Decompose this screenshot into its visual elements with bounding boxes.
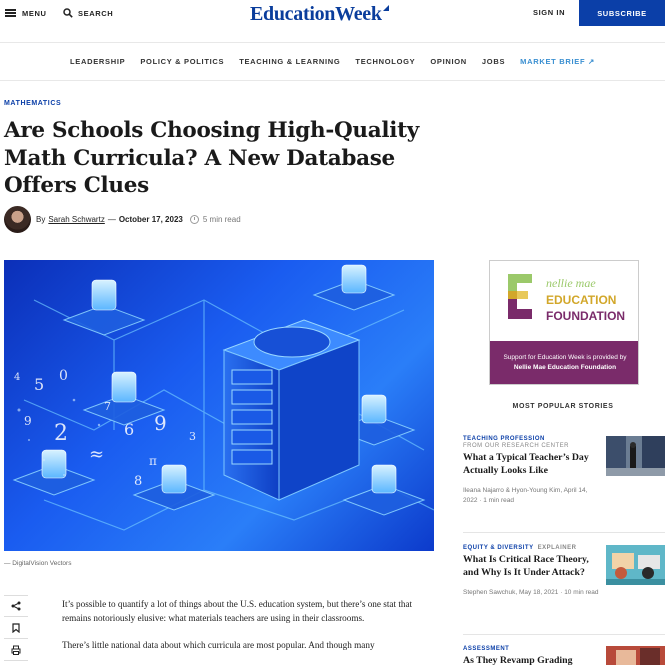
subscribe-button[interactable]: SUBSCRIBE [579, 0, 665, 26]
author-avatar [4, 206, 31, 233]
site-header [0, 0, 665, 40]
svg-text:≈: ≈ [89, 444, 105, 465]
share-icon [11, 601, 21, 611]
story-category[interactable]: ASSESSMENT [463, 646, 510, 652]
print-button[interactable] [4, 639, 28, 661]
hero-image [4, 260, 434, 551]
article-kicker[interactable]: MATHEMATICS [4, 100, 62, 107]
story-divider [463, 532, 665, 533]
svg-text:9: 9 [24, 414, 32, 428]
story-category[interactable]: EQUITY & DIVERSITY EXPLAINER [463, 545, 577, 551]
svg-text:4: 4 [14, 372, 21, 383]
story-sublabel: FROM OUR RESEARCH CENTER [463, 443, 570, 449]
byline-prefix: By [36, 214, 46, 224]
publish-date: October 17, 2023 [118, 214, 183, 224]
svg-text:3: 3 [189, 430, 196, 443]
story-thumbnail[interactable] [606, 545, 665, 585]
hamburger-icon [5, 9, 16, 17]
ad-support-name: Nellie Mae Education Foundation [513, 363, 617, 371]
server-network-illustration [4, 260, 434, 551]
svg-text:8: 8 [134, 474, 143, 489]
story-title[interactable]: As They Revamp Grading [463, 655, 573, 665]
print-icon [11, 645, 21, 655]
article-body [62, 597, 432, 665]
story-meta: Ileana Najarro & Hyon-Young Kim, April 14, 2022 · 1 min read [463, 487, 588, 504]
ad-support-line: Support for Education Week is provided by [503, 353, 627, 361]
menu-button[interactable] [5, 7, 46, 19]
story-category[interactable]: TEACHING PROFESSION [463, 436, 545, 442]
popular-story[interactable] [463, 545, 665, 598]
story-thumbnail[interactable] [606, 646, 665, 665]
svg-text:π: π [149, 454, 157, 468]
popular-stories-heading: MOST POPULAR STORIES [512, 403, 614, 410]
article-paragraph: There’s little national data about which curricula are most popular. And though many [62, 640, 375, 650]
svg-text:6: 6 [124, 420, 135, 439]
ad-nellie-mae: nellie mae [546, 276, 596, 290]
ad-support-band [490, 341, 639, 384]
story-divider [463, 634, 665, 635]
svg-text:0: 0 [59, 368, 68, 384]
nav-item-opinion[interactable]: OPINION [430, 57, 467, 66]
article-headline: Are Schools Choosing High-Quality Math Curricula? A New Database Offers Clues [4, 118, 419, 198]
popular-story[interactable] [463, 646, 665, 665]
nav-item-policy-politics[interactable]: POLICY & POLITICS [140, 57, 225, 66]
ad-education: EDUCATION [546, 293, 617, 307]
nav-item-leadership[interactable]: LEADERSHIP [70, 57, 126, 66]
story-title[interactable]: What Is Critical Race Theory, and Why Is It Under Attack? [463, 554, 589, 578]
svg-text:9: 9 [154, 411, 167, 435]
menu-label: MENU [22, 8, 47, 18]
story-thumbnail[interactable] [606, 436, 665, 476]
svg-text:7: 7 [104, 400, 111, 413]
nav-item-jobs[interactable]: JOBS [481, 57, 506, 66]
story-sublabel: EXPLAINER [537, 545, 577, 551]
main-nav [0, 42, 665, 81]
story-meta: Stephen Sawchuk, May 18, 2021 · 10 min read [463, 589, 599, 596]
byline-dash: — [107, 214, 116, 224]
read-time: 5 min read [202, 214, 241, 224]
share-bar [4, 595, 28, 661]
nellie-mae-logo-icon [500, 269, 540, 329]
sign-in-link[interactable]: SIGN IN [533, 8, 566, 17]
bookmark-icon [12, 623, 20, 633]
svg-text:2: 2 [54, 421, 68, 446]
article-paragraph: It’s possible to quantify a lot of things about the U.S. education system, but there’s one stat that remains notoriously elusive: what materials teachers are using in their classrooms. [62, 599, 413, 623]
logo-mark-icon [383, 5, 389, 11]
story-title[interactable]: What a Typical Teacher’s Day Actually Looks Like [463, 452, 589, 476]
bookmark-button[interactable] [4, 617, 28, 639]
ad-foundation: FOUNDATION [546, 309, 626, 323]
image-caption: — DigitalVision Vectors [4, 560, 72, 567]
author-link[interactable]: Sarah Schwartz [48, 214, 105, 224]
search-label: SEARCH [78, 8, 114, 18]
search-icon [63, 8, 73, 18]
clock-icon [190, 215, 199, 224]
nav-item-teaching-learning[interactable]: TEACHING & LEARNING [239, 57, 341, 66]
nav-item-technology[interactable]: TECHNOLOGY [355, 57, 416, 66]
share-button[interactable] [4, 595, 28, 617]
sponsor-ad[interactable] [489, 260, 639, 385]
search-button[interactable] [63, 7, 113, 19]
byline [4, 205, 241, 233]
site-logo[interactable]: EducationWeek [250, 3, 389, 26]
popular-story[interactable] [463, 436, 665, 506]
svg-text:5: 5 [34, 375, 45, 394]
nav-item-market-brief[interactable]: MARKET BRIEF ↗ [520, 57, 595, 66]
